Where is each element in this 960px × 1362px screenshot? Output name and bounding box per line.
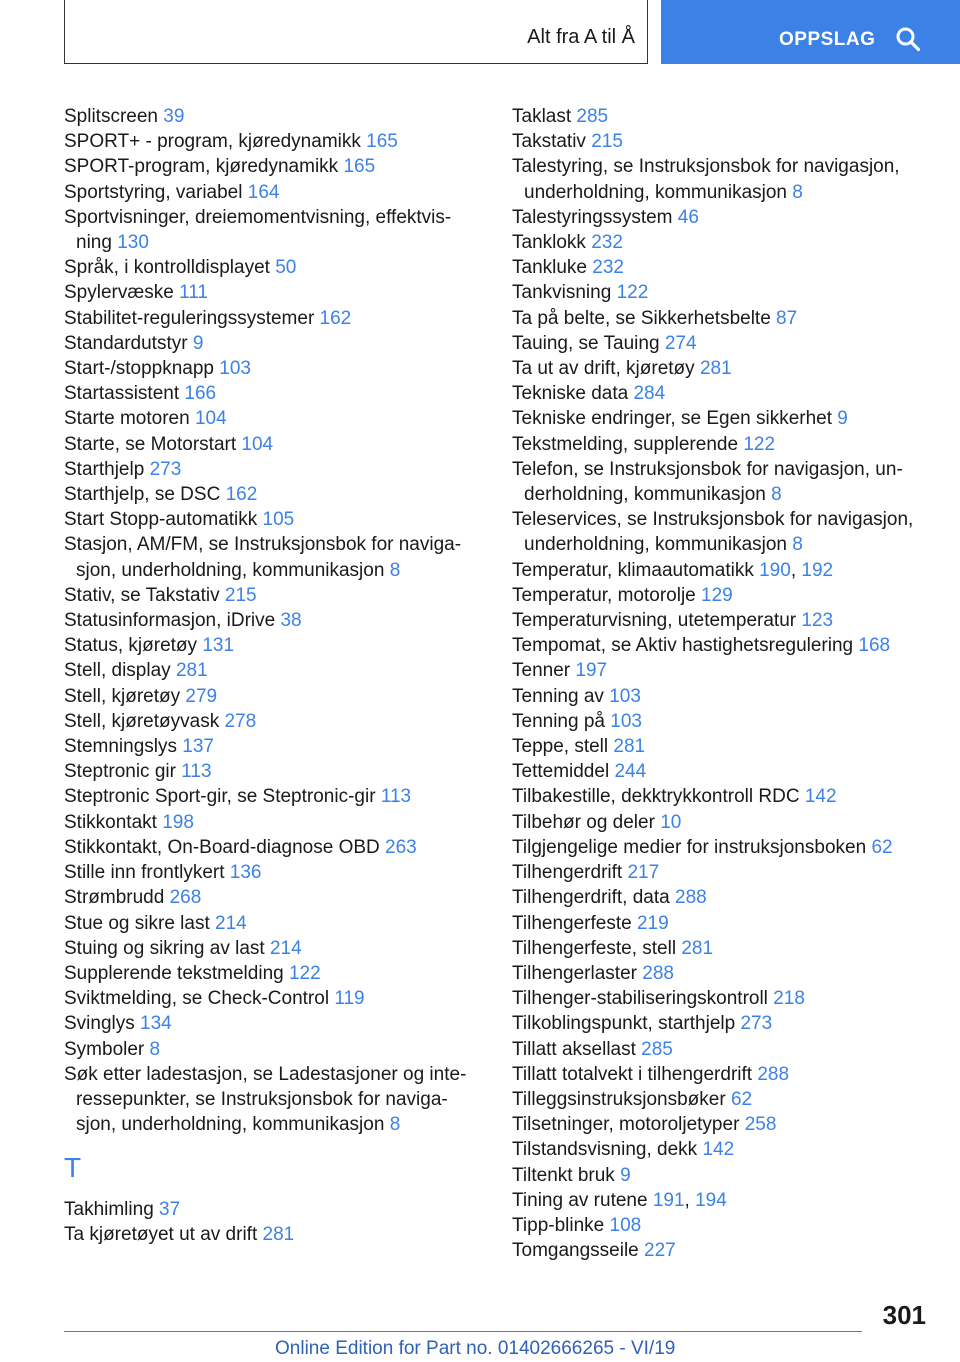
index-entry [512, 1112, 952, 1137]
page-reference-link[interactable]: 104 [194, 408, 227, 430]
page-reference-link[interactable]: 9 [620, 1164, 631, 1186]
index-entry [512, 1062, 952, 1087]
page-reference-link[interactable]: 8 [771, 484, 782, 506]
index-entry [512, 784, 952, 809]
entry-term: Tilkoblingspunkt, starthjelp [512, 1013, 736, 1035]
page-reference-link[interactable]: 214 [215, 912, 247, 934]
page-reference-link[interactable]: 281 [175, 660, 208, 682]
page-reference-link[interactable]: 279 [185, 685, 218, 707]
page-reference-link[interactable]: 168 [858, 635, 891, 657]
index-entry [512, 306, 952, 331]
entry-term: Telefon, se Instruksjonsbok for navigasjon, un- [512, 458, 903, 480]
entry-term-continued: derholdning, kommunikasjon [524, 484, 766, 506]
index-entry [64, 406, 484, 431]
page-reference-link[interactable]: 142 [804, 786, 837, 808]
section-header [64, 0, 648, 64]
page-reference-link[interactable]: 136 [229, 862, 262, 884]
entry-term: Tekstmelding, supplerende [512, 433, 739, 455]
index-entry [64, 860, 484, 885]
page-reference-link[interactable]: 129 [701, 584, 733, 606]
entry-term: Supplerende tekstmelding [64, 962, 284, 984]
entry-term: Starte, se Motorstart [64, 433, 237, 455]
entry-term: Tilgjengelige medier for instruksjonsboken [512, 836, 867, 858]
index-entry [512, 432, 952, 457]
index-column-left [64, 104, 484, 1247]
entry-term: Temperaturvisning, utetemperatur [512, 610, 797, 632]
entry-term-continued: underholdning, kommunikasjon [524, 534, 787, 556]
index-entry [64, 911, 484, 936]
index-entry [64, 129, 484, 154]
entry-term: Stell, display [64, 660, 171, 682]
index-entry [512, 280, 952, 305]
page-reference-link[interactable]: 131 [202, 635, 235, 657]
entry-term: Starthjelp [64, 458, 145, 480]
entry-term: Tilhenger-stabiliseringskontroll [512, 988, 768, 1010]
index-entry [512, 684, 952, 709]
entry-term: Tempomat, se Aktiv hastighetsregulering [512, 635, 854, 657]
page-reference-link[interactable]: 8 [389, 559, 401, 581]
index-entry [64, 658, 484, 683]
index-entry [512, 154, 952, 204]
entry-term: Tauing, se Tauing [512, 332, 660, 354]
entry-term: Sviktmelding, se Check-Control [64, 988, 330, 1010]
entry-term: Teleservices, se Instruksjonsbok for navigasjon, [512, 509, 914, 531]
index-entry: Tining av rutene 191, 194 [512, 1189, 727, 1211]
entry-term: Stille inn frontlykert [64, 862, 225, 884]
entry-term: Ta på belte, se Sikkerhetsbelte [512, 307, 771, 329]
index-entry [512, 1011, 952, 1036]
index-entry [512, 331, 952, 356]
index-entry [64, 961, 484, 986]
page-reference-link[interactable]: 278 [224, 710, 257, 732]
index-entry [512, 860, 952, 885]
index-entry [64, 306, 484, 331]
index-entry [64, 255, 484, 280]
page-reference-link[interactable]: 119 [334, 988, 365, 1010]
entry-term: Tilhengerfeste, stell [512, 937, 677, 959]
entry-term: Språk, i kontrolldisplayet [64, 257, 270, 279]
page-reference-link[interactable]: 219 [636, 912, 669, 934]
page-reference-link[interactable]: 162 [225, 484, 258, 506]
entry-term: Takstativ [512, 131, 586, 153]
page-reference-link[interactable]: 263 [385, 836, 417, 858]
index-list-t-continued [512, 104, 952, 1263]
entry-term: Tilhengerdrift, data [512, 887, 670, 909]
index-entry [512, 759, 952, 784]
page-reference-link[interactable]: 134 [140, 1013, 172, 1035]
index-entry [64, 432, 484, 457]
entry-term: Stabilitet-reguleringssystemer [64, 307, 315, 329]
index-entry [512, 1213, 952, 1238]
index-entry [512, 381, 952, 406]
entry-term: Tillatt aksellast [512, 1038, 636, 1060]
index-list-s [64, 104, 484, 1137]
entry-term: Tekniske data [512, 383, 629, 405]
entry-term: Stuing og sikring av last [64, 937, 265, 959]
page-reference-link[interactable]: 130 [117, 232, 149, 254]
index-entry [512, 734, 952, 759]
page-reference-link[interactable]: 103 [609, 685, 641, 707]
page-reference-link[interactable]: 162 [319, 307, 352, 329]
index-entry [512, 658, 952, 683]
index-entry [512, 457, 952, 507]
entry-term-continued: sjon, underholdning, kommunikasjon [76, 559, 385, 581]
page-reference-link[interactable]: 104 [241, 433, 274, 455]
entry-term: Starte motoren [64, 408, 190, 430]
index-entry [64, 608, 484, 633]
entry-term: Stell, kjøretøyvask [64, 710, 220, 732]
entry-term: Spylervæske [64, 282, 174, 304]
entry-term: Tettemiddel [512, 761, 610, 783]
index-entry [64, 759, 484, 784]
entry-term: Tining av rutene [512, 1189, 648, 1211]
entry-term-continued: ning [76, 232, 112, 254]
index-entry [512, 936, 952, 961]
page-reference-link[interactable]: 137 [182, 736, 214, 758]
page-reference-link[interactable]: 274 [664, 332, 697, 354]
index-entry [64, 482, 484, 507]
letter-heading: T [64, 1152, 82, 1184]
page-reference-link[interactable]: 285 [576, 106, 609, 127]
index-entry [512, 911, 952, 936]
page-reference-link[interactable]: 288 [642, 962, 674, 984]
page-reference-link[interactable]: 108 [609, 1214, 642, 1236]
page-reference-link[interactable]: 281 [613, 736, 646, 758]
page-reference-link[interactable]: 8 [792, 534, 803, 556]
page-reference-link[interactable]: 62 [730, 1088, 753, 1110]
page-reference-link[interactable]: 288 [675, 887, 707, 909]
index-entry [64, 986, 484, 1011]
index-entry [64, 835, 484, 860]
index-entry [64, 356, 484, 381]
lookup-tab[interactable] [661, 0, 960, 64]
index-entry [512, 835, 952, 860]
index-entry [512, 507, 952, 557]
entry-term: Talestyring, se Instruksjonsbok for navigasjon, [512, 156, 900, 178]
entry-term: Stue og sikre last [64, 912, 210, 934]
page-reference-link[interactable]: 103 [610, 710, 642, 732]
index-entry [512, 608, 952, 633]
entry-term: Sportvisninger, dreiemomentvisning, effektvis- [64, 206, 452, 228]
page-reference-link[interactable]: 227 [644, 1240, 676, 1262]
index-entry [512, 633, 952, 658]
index-entry [512, 1037, 952, 1062]
entry-term: Tipp-blinke [512, 1214, 605, 1236]
page-number: 301 [882, 1300, 926, 1330]
page-reference-link[interactable]: 8 [389, 1114, 401, 1136]
page-reference-link[interactable]: 122 [616, 282, 649, 304]
index-entry [64, 104, 484, 129]
index-entry [512, 356, 952, 381]
page-reference-link[interactable]: 105 [262, 509, 295, 531]
index-entry: Temperatur, klimaautomatikk 190, 192 [512, 559, 834, 581]
entry-term: Ta kjøretøyet ut av drift [64, 1223, 258, 1245]
index-entry [512, 230, 952, 255]
index-entry [64, 784, 484, 809]
entry-term: Tenning på [512, 710, 605, 732]
page-reference-link[interactable]: 215 [224, 584, 257, 606]
page-reference-link[interactable]: 10 [660, 811, 682, 833]
entry-term: Steptronic gir [64, 761, 176, 783]
index-entry [512, 1163, 952, 1188]
entry-term: Tomgangsseile [512, 1240, 639, 1262]
page-reference-link[interactable]: 123 [801, 610, 834, 632]
entry-term: Tankvisning [512, 282, 612, 304]
index-entry [64, 331, 484, 356]
page-reference-link[interactable]: 217 [627, 862, 660, 884]
entry-term: Tilhengerfeste [512, 912, 632, 934]
page-reference-link[interactable]: 166 [184, 383, 217, 405]
index-entry [64, 381, 484, 406]
index-entry [64, 532, 484, 582]
index-entry [64, 684, 484, 709]
entry-term: Talestyringssystem [512, 206, 673, 228]
index-entry [512, 255, 952, 280]
entry-term: Start-/stoppknapp [64, 358, 214, 380]
page-reference-link[interactable]: 164 [247, 181, 280, 203]
page-reference-link[interactable]: 281 [699, 358, 732, 380]
index-column-right [512, 104, 952, 1263]
page-reference-link[interactable]: 111 [179, 282, 208, 304]
entry-term: Tenning av [512, 685, 604, 707]
entry-term: Starthjelp, se DSC [64, 484, 221, 506]
index-entry [64, 1037, 484, 1062]
entry-term: Tankluke [512, 257, 587, 279]
page-reference-link[interactable]: 38 [280, 610, 302, 632]
index-entry [512, 1137, 952, 1162]
entry-term: Startassistent [64, 383, 180, 405]
lookup-tab-label: OPPSLAG [779, 29, 876, 50]
index-entry [64, 583, 484, 608]
index-entry [64, 810, 484, 835]
entry-term: Standardutstyr [64, 332, 188, 354]
page-reference-link[interactable]: 232 [592, 257, 624, 279]
entry-term: Stikkontakt, On-Board-diagnose OBD [64, 836, 380, 858]
entry-term: Tilleggsinstruksjonsbøker [512, 1088, 726, 1110]
edition-footer: Online Edition for Part no. 01402666265 - VI/19 [275, 1338, 676, 1359]
entry-term: Tiltenkt bruk [512, 1164, 615, 1186]
page-reference-link[interactable]: 258 [744, 1114, 777, 1136]
page-reference-link[interactable]: 288 [757, 1063, 790, 1085]
index-entry [64, 1011, 484, 1036]
entry-term: Taklast [512, 106, 572, 127]
page-reference-link[interactable]: 191 [652, 1189, 685, 1211]
index-entry [64, 205, 484, 255]
entry-term: Temperatur, klimaautomatikk [512, 559, 754, 581]
page-reference-link[interactable]: 232 [591, 232, 623, 254]
page-reference-link[interactable]: 8 [792, 181, 803, 203]
page-reference-link[interactable]: 142 [702, 1139, 735, 1161]
entry-term: Status, kjøretøy [64, 635, 198, 657]
entry-term: SPORT-program, kjøredynamikk [64, 156, 339, 178]
index-entry [64, 1197, 484, 1222]
section-title: Alt fra A til Å [527, 26, 635, 48]
entry-term: Stasjon, AM/FM, se Instruksjonsbok for naviga- [64, 534, 462, 556]
index-entry [64, 507, 484, 532]
page-reference-link[interactable]: 190 [759, 559, 791, 581]
index-entry [512, 986, 952, 1011]
index-entry [64, 1062, 484, 1138]
entry-term: Stell, kjøretøy [64, 685, 181, 707]
page-reference-link[interactable]: 281 [681, 937, 714, 959]
page-reference-link[interactable]: 284 [633, 383, 666, 405]
index-entry [512, 885, 952, 910]
entry-term-continued: ressepunkter, se Instruksjonsbok for naviga- [76, 1088, 448, 1110]
page-reference-link[interactable]: 39 [163, 106, 185, 127]
entry-term: Tenner [512, 660, 571, 682]
entry-term: Takhimling [64, 1198, 154, 1220]
entry-term: Tilsetninger, motoroljetyper [512, 1114, 740, 1136]
entry-term-continued: sjon, underholdning, kommunikasjon [76, 1114, 385, 1136]
entry-term: Strømbrudd [64, 887, 165, 909]
entry-term: Temperatur, motorolje [512, 584, 696, 606]
page-reference-link[interactable]: 165 [366, 131, 398, 153]
entry-term: Stikkontakt [64, 811, 157, 833]
index-entry [512, 104, 952, 129]
page-reference-link[interactable]: 273 [149, 458, 182, 480]
page-reference-link[interactable]: 273 [740, 1013, 773, 1035]
page-reference-link[interactable]: 215 [591, 131, 623, 153]
entry-term: Ta ut av drift, kjøretøy [512, 358, 695, 380]
index-entry [512, 810, 952, 835]
entry-term-continued: underholdning, kommunikasjon [524, 181, 787, 203]
entry-term: Splitscreen [64, 106, 158, 127]
page-reference-link[interactable]: 8 [149, 1038, 161, 1060]
index-entry [64, 1222, 484, 1247]
entry-term: Tilstandsvisning, dekk [512, 1139, 698, 1161]
index-entry [512, 205, 952, 230]
page-reference-link[interactable]: 9 [192, 332, 204, 354]
index-entry [512, 1087, 952, 1112]
entry-term: Tilbehør og deler [512, 811, 655, 833]
page-reference-link[interactable]: 197 [575, 660, 608, 682]
entry-term: Søk etter ladestasjon, se Ladestasjoner og inte- [64, 1063, 467, 1085]
index-entry [512, 961, 952, 986]
page-reference-link[interactable]: 268 [169, 887, 202, 909]
page-reference-link[interactable]: 194 [695, 1189, 727, 1211]
page-reference-link[interactable]: 122 [743, 433, 776, 455]
entry-term: Tillatt totalvekt i tilhengerdrift [512, 1063, 753, 1085]
index-entry [512, 406, 952, 431]
entry-term: SPORT+ - program, kjøredynamikk [64, 131, 361, 153]
entry-term: Teppe, stell [512, 736, 609, 758]
entry-term: Tekniske endringer, se Egen sikkerhet [512, 408, 833, 430]
footer-divider [64, 1331, 862, 1332]
page-reference-link[interactable]: 37 [159, 1198, 181, 1220]
index-entry [64, 280, 484, 305]
entry-term: Tilhengerlaster [512, 962, 637, 984]
page-reference-link[interactable]: 285 [641, 1038, 673, 1060]
index-entry [64, 457, 484, 482]
entry-term: Symboler [64, 1038, 145, 1060]
entry-term: Start Stopp-automatikk [64, 509, 258, 531]
entry-term: Statusinformasjon, iDrive [64, 610, 276, 632]
entry-term: Tilbakestille, dekktrykkontroll RDC [512, 786, 800, 808]
entry-term: Tilhengerdrift [512, 862, 623, 884]
page-reference-link[interactable]: 113 [380, 786, 412, 808]
index-entry [512, 129, 952, 154]
page-reference-link[interactable]: 218 [773, 988, 805, 1010]
entry-term: Tanklokk [512, 232, 586, 254]
index-entry [64, 734, 484, 759]
entry-term: Sportstyring, variabel [64, 181, 243, 203]
page-reference-link[interactable]: 281 [262, 1223, 295, 1245]
index-list-t [64, 1197, 484, 1247]
index-entry [64, 633, 484, 658]
page-reference-link[interactable]: 87 [776, 307, 798, 329]
entry-term: Stativ, se Takstativ [64, 584, 220, 606]
index-entry [64, 936, 484, 961]
search-icon [895, 26, 921, 52]
page-reference-link[interactable]: 198 [162, 811, 194, 833]
page-reference-link[interactable]: 214 [269, 937, 302, 959]
page-reference-link[interactable]: 165 [343, 156, 376, 178]
index-entry [64, 180, 484, 205]
page-reference-link[interactable]: 103 [219, 358, 251, 380]
page-reference-link[interactable]: 192 [801, 559, 834, 581]
index-entry [64, 154, 484, 179]
page-reference-link[interactable]: 50 [275, 257, 297, 279]
page-reference-link[interactable]: 244 [614, 761, 647, 783]
index-entry [512, 709, 952, 734]
page-reference-link[interactable]: 46 [677, 206, 699, 228]
page-reference-link[interactable]: 9 [837, 408, 848, 430]
entry-term: Svinglys [64, 1013, 135, 1035]
entry-term: Stemningslys [64, 736, 177, 758]
page-reference-link[interactable]: 62 [871, 836, 893, 858]
index-entry [512, 583, 952, 608]
page-reference-link[interactable]: 122 [288, 962, 321, 984]
page-reference-link[interactable]: 113 [181, 761, 212, 783]
index-entry [64, 885, 484, 910]
index-entry [512, 1238, 952, 1263]
index-entry [64, 709, 484, 734]
entry-term: Steptronic Sport-gir, se Steptronic-gir [64, 786, 376, 808]
